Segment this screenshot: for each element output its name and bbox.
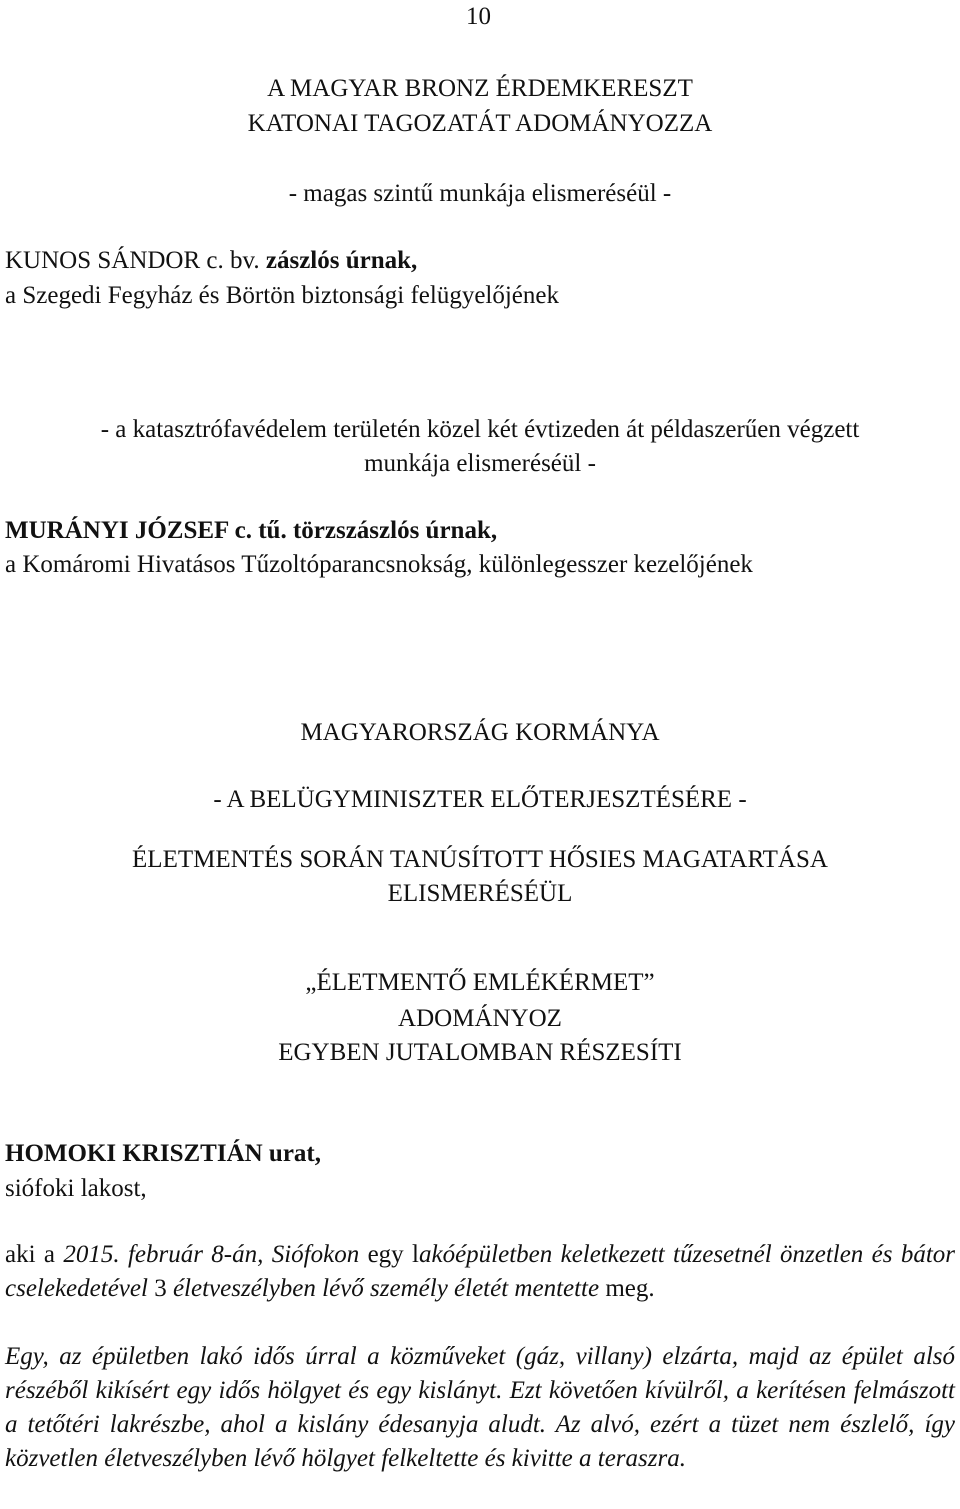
medal-name: „ÉLETMENTŐ EMLÉKÉRMET” (305, 969, 655, 996)
award-reason2-line2: munkája elismeréséül - (364, 450, 596, 477)
award-title-line2: KATONAI TAGOZATÁT ADOMÁNYOZZA (247, 110, 713, 137)
recipient2-role: a Komáromi Hivatásos Tűzoltóparancsnokság, különlegesszer kezelőjének (5, 551, 753, 578)
heroic-reason-line1: ÉLETMENTÉS SORÁN TANÚSÍTOTT HŐSIES MAGATARTÁSA (132, 846, 828, 873)
award-reason: - magas szintű munkája elismeréséül - (288, 180, 672, 207)
recipient1-name (5, 244, 417, 278)
deed-text-end: meg. (599, 1275, 655, 1302)
deed-place: Siófokon (271, 1241, 368, 1268)
recipient1-name-title: zászlós úrnak, (265, 247, 418, 274)
deed-text-c: életveszélyben lévő személy életét mentette (172, 1275, 600, 1302)
award-title-line1: A MAGYAR BRONZ ÉRDEMKERESZT (267, 75, 693, 102)
rescue-details-paragraph: Egy, az épületben lakó idős úrral a közműveket (gáz, villany) elzárta, majd az épület alsó részéből kikísért egy idős hölgyet és egy kislányt. Ezt követően kívülről, a kerítésen felmászott a tetőtéri lakrészbe, ahol a kislány édesanyja aludt. Az alvó, ezért a tüzet nem észlelő, így közvetlen életveszélyben lévő hölgyet felkeltette és kivitte a teraszra. (5, 1343, 955, 1472)
deed-paragraph (5, 1238, 955, 1306)
recipient2-name-title: törzszászlós úrnak, (292, 517, 498, 544)
recipient2-name-rank: MURÁNYI JÓZSEF c. tű. (5, 517, 293, 544)
page-number: 10 (466, 3, 491, 30)
recipient1-name-rank: KUNOS SÁNDOR c. bv. (5, 247, 266, 274)
deed-text-a: egy l (367, 1241, 419, 1268)
recipient1-role: a Szegedi Fegyház és Börtön biztonsági felügyelőjének (5, 282, 560, 309)
deed-text-intro: aki a (5, 1241, 64, 1268)
deed-date: 2015. február 8-án, (63, 1241, 272, 1268)
proposal-line: - A BELÜGYMINISZTER ELŐTERJESZTÉSÉRE - (213, 786, 747, 813)
reward-line: EGYBEN JUTALOMBAN RÉSZESÍTI (278, 1039, 682, 1066)
award-reason2-line1: - a katasztrófavédelem területén közel két évtizeden át példaszerűen végzett (100, 416, 860, 443)
recipient3-name: HOMOKI KRISZTIÁN urat, (5, 1140, 322, 1167)
deed-count: 3 (154, 1275, 173, 1302)
recipient3-residence: siófoki lakost, (5, 1175, 147, 1202)
heroic-reason-line2: ELISMERÉSÉÜL (387, 880, 573, 907)
issuer: MAGYARORSZÁG KORMÁNYA (300, 719, 660, 746)
grant-line: ADOMÁNYOZ (398, 1005, 562, 1032)
recipient2-name (5, 514, 497, 548)
deed-text-b: akóépületben keletkezett tűzesetnél önzetlen és bátor cselekedetével (5, 1241, 956, 1302)
